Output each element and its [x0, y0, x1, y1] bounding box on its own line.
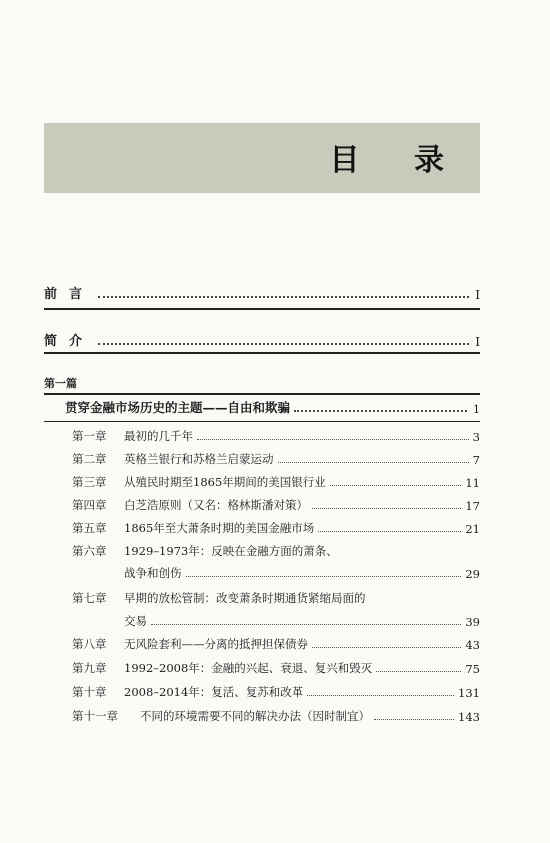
chapter-title: 白芝浩原则（又名：格林斯潘对策） — [124, 498, 308, 512]
chapter-number: 第五章 — [72, 521, 107, 535]
toc-entry-chapter[interactable] — [72, 451, 480, 467]
toc-entry-page: I — [475, 335, 480, 349]
toc-entry-chapter[interactable] — [72, 543, 480, 559]
chapter-title: 2008–2014年：复活、复苏和改革 — [124, 685, 304, 699]
leader-dots — [307, 695, 454, 696]
leader-dots — [197, 439, 469, 440]
leader-dots — [98, 296, 469, 298]
toc-entry-label: 简介 — [44, 334, 95, 349]
chapter-number: 第三章 — [72, 475, 107, 489]
chapter-number: 第十一章 — [72, 709, 118, 723]
toc-entry-chapter[interactable] — [72, 660, 480, 676]
chapter-page: 39 — [465, 615, 480, 629]
leader-dots — [186, 576, 462, 577]
divider — [44, 308, 480, 310]
toc-entry-part[interactable] — [65, 398, 480, 416]
page-title: 目 录 — [329, 143, 466, 178]
toc-entry-chapter[interactable] — [72, 636, 480, 652]
divider — [44, 352, 480, 354]
leader-dots — [318, 531, 461, 532]
toc-entry-chapter[interactable] — [72, 428, 480, 444]
chapter-number: 第四章 — [72, 498, 107, 512]
leader-dots — [278, 462, 469, 463]
title-banner — [44, 123, 480, 193]
leader-dots — [374, 719, 454, 720]
chapter-page: 21 — [465, 522, 480, 536]
chapter-page: 17 — [465, 499, 480, 513]
chapter-title-continued: 战争和创伤 — [124, 566, 182, 580]
chapter-number: 第六章 — [72, 544, 107, 558]
toc-entry-page: 1 — [473, 403, 480, 416]
chapter-title: 早期的放松管制：改变萧条时期通货紧缩局面的 — [124, 591, 366, 605]
chapter-title: 英格兰银行和苏格兰启蒙运动 — [124, 452, 274, 466]
toc-entry-chapter[interactable] — [72, 684, 480, 700]
chapter-page: 131 — [458, 686, 480, 700]
chapter-title: 1929–1973年：反映在金融方面的萧条、 — [124, 544, 338, 558]
part-label: 第一篇 — [44, 377, 77, 390]
chapter-title: 不同的环境需要不同的解决办法（因时制宜） — [140, 709, 370, 723]
toc-entry-chapter[interactable] — [72, 708, 480, 724]
chapter-title-continued: 交易 — [124, 614, 147, 628]
chapter-number: 第十章 — [72, 685, 107, 699]
chapter-title: 1992–2008年：金融的兴起、衰退、复兴和毁灭 — [124, 661, 373, 675]
toc-entry-page: I — [475, 288, 480, 302]
chapter-page: 43 — [465, 638, 480, 652]
chapter-number: 第七章 — [72, 591, 107, 605]
divider — [44, 421, 480, 422]
toc-entry-chapter-continued[interactable] — [124, 613, 480, 629]
chapter-number: 第一章 — [72, 429, 107, 443]
leader-dots — [330, 485, 462, 486]
chapter-title: 最初的几千年 — [124, 429, 193, 443]
toc-entry-chapter[interactable] — [72, 590, 480, 606]
toc-entry-chapter-continued[interactable] — [124, 565, 480, 581]
toc-entry-chapter[interactable] — [72, 497, 480, 513]
chapter-title: 1865年至大萧条时期的美国金融市场 — [124, 521, 315, 535]
toc-entry-label: 贯穿金融市场历史的主题——自由和欺骗 — [65, 400, 291, 415]
chapter-title: 从殖民时期至1865年期间的美国银行业 — [124, 475, 326, 489]
toc-entry-chapter[interactable] — [72, 520, 480, 536]
leader-dots — [151, 624, 461, 625]
leader-dots — [294, 410, 467, 412]
chapter-page: 143 — [458, 710, 480, 724]
chapter-number: 第九章 — [72, 661, 107, 675]
toc-entry-chapter[interactable] — [72, 474, 480, 490]
toc-entry-intro[interactable] — [44, 330, 480, 349]
leader-dots — [376, 671, 461, 672]
leader-dots — [98, 343, 469, 345]
toc-entry-preface[interactable] — [44, 283, 480, 302]
chapter-page: 11 — [465, 476, 480, 490]
chapter-number: 第八章 — [72, 637, 107, 651]
chapter-number: 第二章 — [72, 452, 107, 466]
chapter-title: 无风险套利——分离的抵押担保债券 — [124, 637, 308, 651]
chapter-page: 3 — [472, 430, 480, 444]
chapter-page: 7 — [472, 453, 480, 467]
divider — [44, 393, 480, 395]
leader-dots — [312, 647, 461, 648]
chapter-page: 29 — [465, 567, 480, 581]
toc-entry-label: 前言 — [44, 287, 95, 302]
chapter-page: 75 — [465, 662, 480, 676]
leader-dots — [312, 508, 461, 509]
